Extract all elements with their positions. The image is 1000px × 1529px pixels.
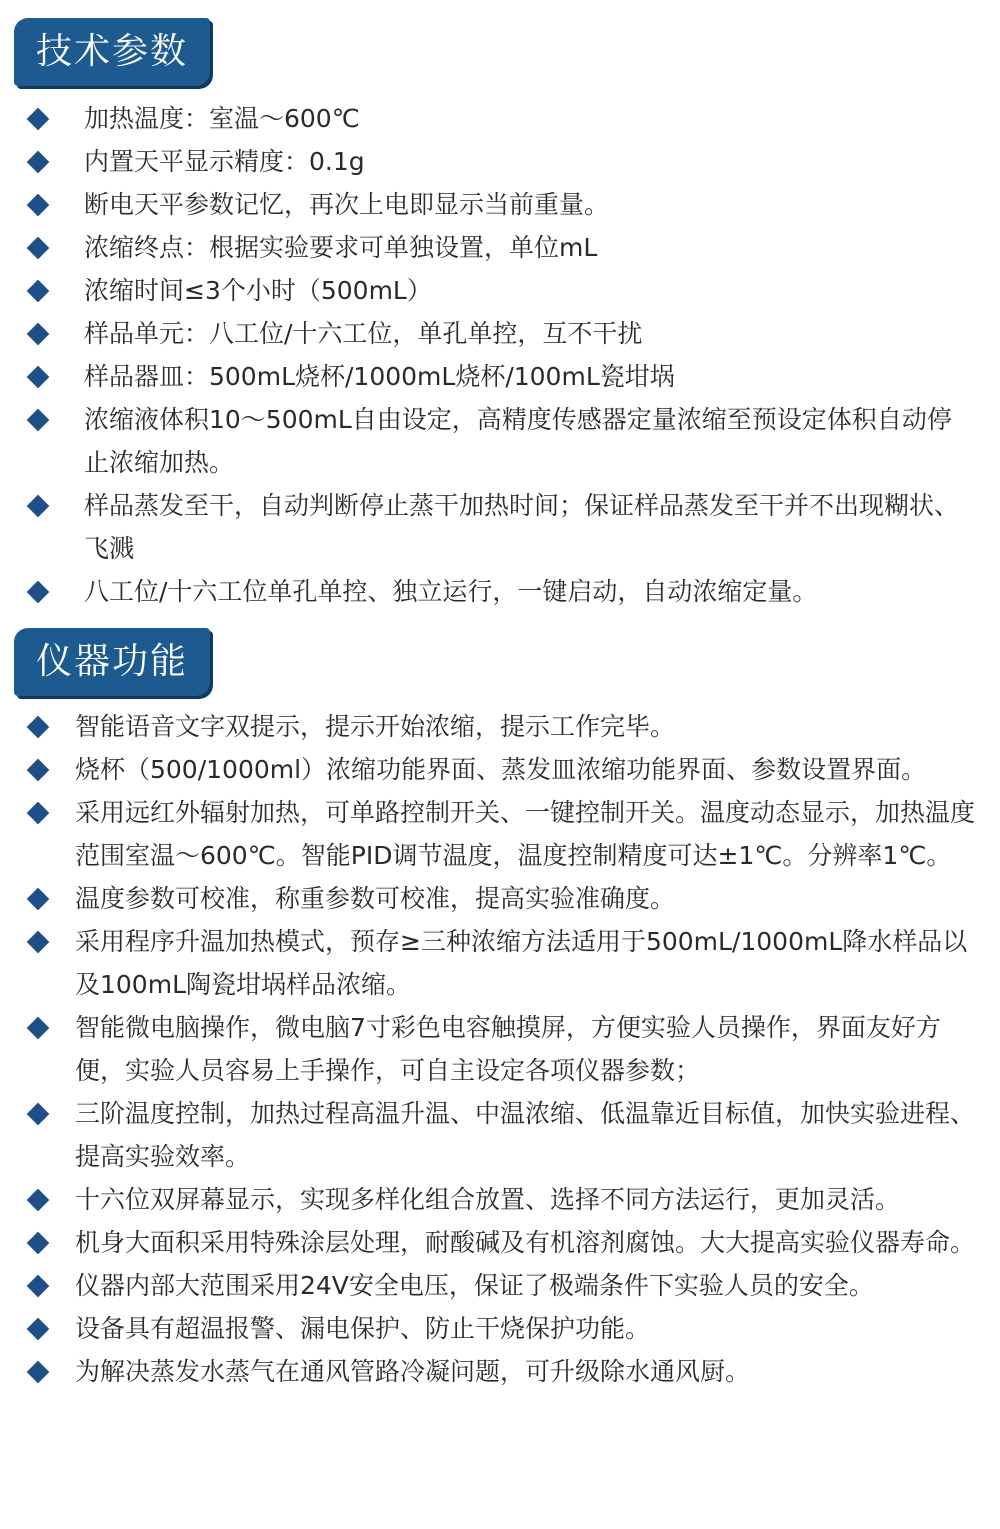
diamond-bullet-icon — [27, 1361, 50, 1384]
list-item — [0, 1350, 1000, 1393]
item-text: 仪器内部大范围采用24V安全电压，保证了极端条件下实验人员的安全。 — [75, 1271, 874, 1300]
diamond-bullet-icon — [27, 1318, 50, 1341]
item-text: 温度参数可校准，称重参数可校准，提高实验准确度。 — [75, 884, 676, 913]
diamond-bullet-icon — [27, 1017, 50, 1040]
list-item — [0, 570, 1000, 613]
list-item — [0, 140, 1000, 183]
list-item — [0, 97, 1000, 140]
list-item — [0, 791, 1000, 877]
diamond-bullet-icon — [27, 888, 50, 911]
diamond-bullet-icon — [27, 1189, 50, 1212]
diamond-bullet-icon — [27, 409, 50, 432]
list-item — [0, 269, 1000, 312]
list-item — [0, 226, 1000, 269]
list-item — [0, 398, 1000, 484]
diamond-bullet-icon — [27, 194, 50, 217]
diamond-bullet-icon — [27, 1275, 50, 1298]
diamond-bullet-icon — [27, 151, 50, 174]
diamond-bullet-icon — [27, 366, 50, 389]
diamond-bullet-icon — [27, 323, 50, 346]
list-item — [0, 183, 1000, 226]
list-item — [0, 312, 1000, 355]
item-text: 浓缩时间≤3个小时（500mL） — [84, 276, 432, 305]
item-text: 断电天平参数记忆，再次上电即显示当前重量。 — [84, 190, 610, 219]
item-text: 采用远红外辐射加热，可单路控制开关、一键控制开关。温度动态显示，加热温度范围室温～600℃。智能PID调节温度，温度控制精度可达±1℃。分辨率1℃。 — [75, 798, 976, 870]
diamond-bullet-icon — [27, 1232, 50, 1255]
list-item — [0, 1264, 1000, 1307]
diamond-bullet-icon — [27, 581, 50, 604]
list-item — [0, 1221, 1000, 1264]
item-text: 样品蒸发至干，自动判断停止蒸干加热时间；保证样品蒸发至干并不出现糊状、飞溅 — [84, 491, 960, 563]
item-text: 采用程序升温加热模式，预存≥三种浓缩方法适用于500mL/1000mL降水样品以及100mL陶瓷坩埚样品浓缩。 — [75, 927, 968, 999]
list-item — [0, 484, 1000, 570]
diamond-bullet-icon — [27, 716, 50, 739]
item-text: 样品单元：八工位/十六工位，单孔单控，互不干扰 — [84, 319, 643, 348]
diamond-bullet-icon — [27, 802, 50, 825]
item-text: 智能微电脑操作，微电脑7寸彩色电容触摸屏，方便实验人员操作，界面友好方便，实验人员容易上手操作，可自主设定各项仪器参数； — [75, 1013, 941, 1085]
list-item — [0, 1307, 1000, 1350]
item-text: 智能语音文字双提示，提示开始浓缩，提示工作完毕。 — [75, 712, 676, 741]
item-text: 样品器皿：500mL烧杯/1000mL烧杯/100mL瓷坩埚 — [84, 362, 675, 391]
item-text: 机身大面积采用特殊涂层处理，耐酸碱及有机溶剂腐蚀。大大提高实验仪器寿命。 — [75, 1228, 976, 1257]
item-text: 浓缩液体积10～500mL自由设定，高精度传感器定量浓缩至预设定体积自动停止浓缩加热。 — [84, 405, 952, 477]
instrument-functions-section — [0, 628, 1000, 1393]
diamond-bullet-icon — [27, 1103, 50, 1126]
diamond-bullet-icon — [27, 280, 50, 303]
item-text: 八工位/十六工位单孔单控、独立运行，一键启动，自动浓缩定量。 — [84, 577, 818, 606]
item-text: 加热温度：室温～600℃ — [84, 104, 360, 133]
list-item — [0, 1178, 1000, 1221]
section-title-tech-params: 技术参数 — [14, 18, 210, 86]
item-text: 内置天平显示精度：0.1g — [84, 147, 365, 176]
diamond-bullet-icon — [27, 759, 50, 782]
list-item — [0, 355, 1000, 398]
item-text: 三阶温度控制，加热过程高温升温、中温浓缩、低温靠近目标值，加快实验进程、提高实验效率。 — [75, 1099, 976, 1171]
diamond-bullet-icon — [27, 931, 50, 954]
list-item — [0, 1006, 1000, 1092]
list-item — [0, 705, 1000, 748]
list-item — [0, 1092, 1000, 1178]
item-text: 为解决蒸发水蒸气在通风管路冷凝问题，可升级除水通风厨。 — [75, 1357, 751, 1386]
tech-params-list — [0, 97, 1000, 613]
list-item — [0, 920, 1000, 1006]
diamond-bullet-icon — [27, 108, 50, 131]
functions-list — [0, 705, 1000, 1393]
list-item — [0, 748, 1000, 791]
section-title-functions: 仪器功能 — [14, 628, 210, 696]
item-text: 设备具有超温报警、漏电保护、防止干烧保护功能。 — [75, 1314, 651, 1343]
list-item — [0, 877, 1000, 920]
item-text: 浓缩终点：根据实验要求可单独设置，单位mL — [84, 233, 598, 262]
tech-params-section — [0, 18, 1000, 613]
item-text: 烧杯（500/1000ml）浓缩功能界面、蒸发皿浓缩功能界面、参数设置界面。 — [75, 755, 927, 784]
diamond-bullet-icon — [27, 237, 50, 260]
item-text: 十六位双屏幕显示，实现多样化组合放置、选择不同方法运行，更加灵活。 — [75, 1185, 901, 1214]
diamond-bullet-icon — [27, 495, 50, 518]
